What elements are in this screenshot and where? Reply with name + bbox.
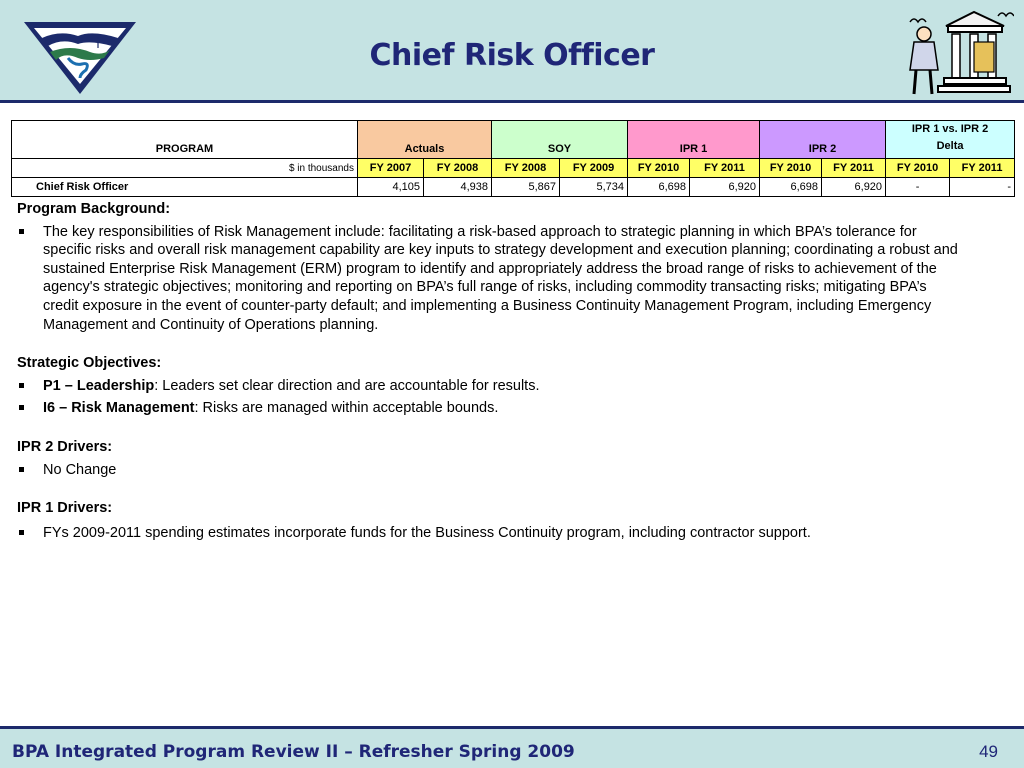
program-header: PROGRAM <box>12 121 358 159</box>
section-heading-ipr2-drivers: IPR 2 Drivers: <box>17 438 113 455</box>
bullet-square-icon <box>19 229 24 234</box>
group-ipr1: IPR 1 <box>628 121 760 159</box>
objective-code: I6 – Risk Management <box>43 400 195 417</box>
objective-text: : Leaders set clear direction and are accountable for results. <box>154 377 540 394</box>
group-delta-line2: Delta <box>936 140 964 152</box>
objective-text: : Risks are managed within acceptable bounds. <box>194 400 499 417</box>
list-item <box>17 524 962 543</box>
bullet-square-icon <box>19 405 24 410</box>
year-header: FY 2011 <box>690 159 760 178</box>
objectives-list <box>17 377 962 418</box>
slide-title: Chief Risk Officer <box>369 38 655 73</box>
list-item-text: FYs 2009-2011 spending estimates incorporate funds for the Business Continuity program, including contractor support. <box>43 524 811 541</box>
group-delta-line1: IPR 1 vs. IPR 2 <box>911 123 989 135</box>
businessman-bank-icon <box>908 8 1014 100</box>
section-heading-ipr1-drivers: IPR 1 Drivers: <box>17 500 113 517</box>
table-row <box>12 178 1015 197</box>
table-cell: 6,920 <box>822 178 886 197</box>
section-heading-background: Program Background: <box>17 201 171 217</box>
bullet-square-icon <box>19 467 24 472</box>
slide-header <box>0 0 1024 103</box>
table-cell: - <box>886 178 950 197</box>
bullet-square-icon <box>19 530 24 535</box>
year-header: FY 2010 <box>628 159 690 178</box>
list-item-text: No Change <box>43 461 117 478</box>
group-soy: SOY <box>492 121 628 159</box>
group-delta <box>886 121 1015 159</box>
slide-footer <box>0 726 1024 768</box>
list-item <box>17 399 962 418</box>
year-header: FY 2008 <box>424 159 492 178</box>
list-item <box>17 461 962 480</box>
year-header: FY 2011 <box>950 159 1015 178</box>
table-cell: 4,938 <box>424 178 492 197</box>
year-header: FY 2009 <box>560 159 628 178</box>
table-cell: 5,867 <box>492 178 560 197</box>
table-cell: 6,698 <box>628 178 690 197</box>
list-item <box>17 223 962 335</box>
year-header: FY 2008 <box>492 159 560 178</box>
table-year-header-row <box>12 159 1015 178</box>
group-actuals: Actuals <box>358 121 492 159</box>
units-label: $ in thousands <box>12 159 358 178</box>
row-program-name: Chief Risk Officer <box>12 178 358 197</box>
table-cell: 4,105 <box>358 178 424 197</box>
table-cell: 5,734 <box>560 178 628 197</box>
year-header: FY 2011 <box>822 159 886 178</box>
year-header: FY 2010 <box>760 159 822 178</box>
table-group-header-row <box>12 121 1015 159</box>
table-cell: 6,698 <box>760 178 822 197</box>
year-header: FY 2010 <box>886 159 950 178</box>
list-item-text: The key responsibilities of Risk Management include: facilitating a risk-based approach to strategic planning in which BPA’s tolerance for specific risks and overall risk management capability are key inputs to strategy development and execution planning; coordinating a robust and sustained Enterprise Risk Management (ERM) program to identify and appropriately address the broad range of risks to achievement of the agency's strategic objectives; monitoring and reporting on BPA’s full range of risks, including commodity transacting risks; mitigating BPA’s credit exposure in the event of counter-party default; and implementing a Business Continuity Management Program, including Emergency Management and Continuity of Operations planning. <box>43 223 958 333</box>
background-list <box>17 223 962 335</box>
year-header: FY 2007 <box>358 159 424 178</box>
page-number: 49 <box>979 742 998 761</box>
objective-code: P1 – Leadership <box>43 377 155 394</box>
footer-title: BPA Integrated Program Review II – Refresher Spring 2009 <box>12 742 575 762</box>
section-heading-objectives: Strategic Objectives: <box>17 355 162 372</box>
budget-table <box>11 120 1015 197</box>
group-ipr2: IPR 2 <box>760 121 886 159</box>
bullet-square-icon <box>19 383 24 388</box>
ipr1-drivers-list <box>17 524 962 543</box>
list-item <box>17 377 962 396</box>
slide-body <box>17 200 962 546</box>
ipr2-drivers-list <box>17 461 962 480</box>
table-cell: - <box>950 178 1015 197</box>
table-cell: 6,920 <box>690 178 760 197</box>
